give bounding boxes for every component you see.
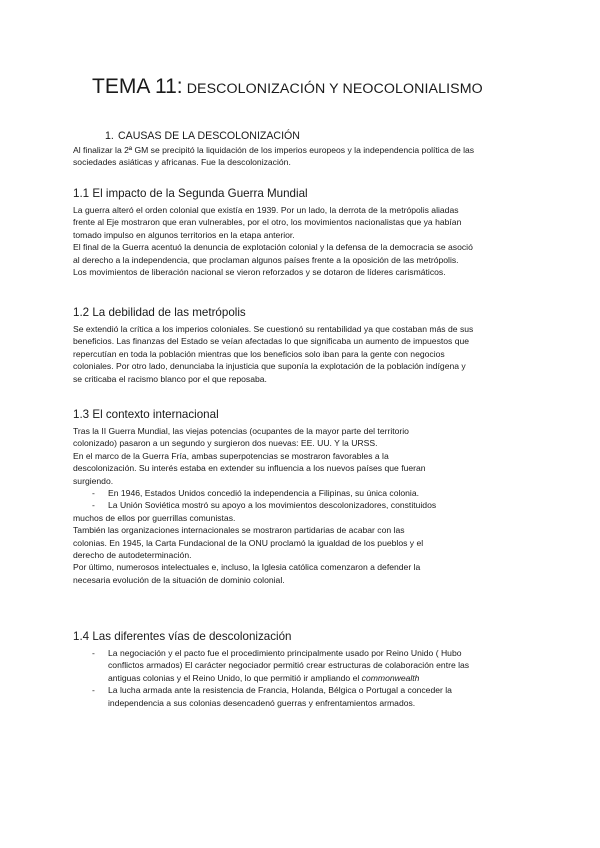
title-rest: DESCOLONIZACIÓN Y NEOCOLONIALISMO — [182, 81, 483, 97]
paragraph-line: muchos de ellos por guerrillas comunistas. — [73, 512, 236, 523]
bullet-text: La lucha armada ante la resistencia de Francia, Holanda, Bélgica o Portugal a conceder la — [108, 685, 452, 696]
paragraph-line: al derecho a la independencia, que proclaman algunos países frente a la oposición de las metrópolis. — [73, 254, 459, 265]
section-1-3 — [73, 407, 533, 586]
bullet-text: En 1946, Estados Unidos concedió la independencia a Filipinas, su única colonia. — [108, 488, 420, 499]
paragraph-line: colonizado) pasaron a un segundo y surgieron dos nuevas: EE. UU. Y la URSS. — [73, 438, 378, 449]
page-title — [92, 74, 552, 102]
bullet-text — [108, 672, 533, 684]
bullet-dash: - — [92, 685, 95, 696]
bullet-dash: - — [92, 500, 95, 511]
list-item — [73, 487, 533, 499]
paragraph-line: se criticaba el racismo blanco por el que reposaba. — [73, 373, 267, 384]
bullet-dash: - — [92, 488, 95, 499]
paragraph-line: descolonización. Su interés estaba en extender su influencia a los nuevos países que fueran — [73, 463, 426, 474]
paragraph-line: beneficios. Las finanzas del Estado se veían afectadas lo que significaba un aumento de impuestos que — [73, 336, 470, 347]
paragraph-line: sociedades asiáticas y africanas. Fue la descolonización. — [73, 157, 291, 168]
section-1-2 — [73, 305, 533, 385]
section-1-heading — [105, 129, 300, 143]
paragraph-line: La guerra alteró el orden colonial que existía en 1939. Por un lado, la derrota de la metrópolis aliadas — [73, 205, 459, 215]
paragraph-line: necesaria evolución de la situación de dominio colonial. — [73, 574, 285, 585]
paragraph-line: Se extendió la crítica a los imperios coloniales. Se cuestionó su rentabilidad ya que costaban más de sus — [73, 324, 474, 334]
section-1-1 — [73, 186, 533, 278]
paragraph-line: En el marco de la Guerra Fría, ambas superpotencias se mostraron favorables a la — [73, 450, 389, 461]
paragraph-line: También las organizaciones internacionales se mostraron partidarias de acabar con las — [73, 525, 405, 536]
paragraph-line: coloniales. Por otro lado, denunciaba la injusticia que suponía la explotación de la población indígena y — [73, 361, 466, 372]
paragraph-line: El final de la Guerra acentuó la denuncia de explotación colonial y la defensa de la democracia se asoció — [73, 242, 473, 253]
paragraph-line: derecho de autodeterminación. — [73, 550, 192, 561]
section-1-2-heading: 1.2 La debilidad de las metrópolis — [73, 306, 246, 319]
section-1-title: CAUSAS DE LA DESCOLONIZACIÓN — [118, 130, 300, 142]
section-1-1-heading: 1.1 El impacto de la Segunda Guerra Mundial — [73, 187, 308, 200]
paragraph-line: Tras la II Guerra Mundial, las viejas potencias (ocupantes de la mayor parte del territorio — [73, 426, 409, 436]
bullet-text: La negociación y el pacto fue el procedimiento principalmente usado por Reino Unido ( Hubo — [108, 648, 462, 658]
paragraph-line: Los movimientos de liberación nacional se vieron reforzados y se dotaron de líderes carismáticos. — [73, 267, 446, 278]
section-1-body — [73, 144, 533, 169]
paragraph-line: frente al Eje mostraron que eran vulnerables, por el otro, los movimientos nacionalistas que ya habían — [73, 217, 462, 228]
paragraph-line: tomado impulso en algunos territorios en la etapa anterior. — [73, 229, 295, 240]
list-item — [73, 499, 533, 511]
bullet-text-plain: antiguas colonias y el Reino Unido, lo que permitió ir ampliando el — [108, 672, 362, 683]
paragraph-line: repercutían en toda la población mientras que los beneficios solo iban para la gente con negocios — [73, 348, 445, 359]
bullet-dash: - — [92, 648, 95, 658]
title-lead: TEMA 11: — [92, 75, 183, 98]
section-1-3-heading: 1.3 El contexto internacional — [73, 408, 219, 421]
section-1-number: 1. — [105, 130, 114, 142]
paragraph-line: Por último, numerosos intelectuales e, incluso, la Iglesia católica comenzaron a defender la — [73, 562, 421, 573]
bullet-text: La Unión Soviética mostró su apoyo a los movimientos descolonizadores, constituidos — [108, 500, 437, 511]
commonwealth-term: commonwealth — [361, 672, 420, 683]
section-1-4 — [73, 629, 533, 709]
paragraph-line: colonias. En 1945, la Carta Fundacional de la ONU proclamó la igualdad de los pueblos y el — [73, 537, 424, 548]
list-item — [73, 647, 533, 684]
section-1-4-heading: 1.4 Las diferentes vías de descolonización — [73, 630, 292, 643]
list-item — [73, 684, 533, 709]
paragraph-line: Al finalizar la 2ª GM se precipitó la liquidación de los imperios europeos y la independencia política de las — [73, 145, 475, 155]
paragraph-line: surgiendo. — [73, 475, 114, 486]
bullet-text: independencia a sus colonias desencadenó guerras y enfrentamientos armados. — [108, 697, 416, 708]
bullet-text: conflictos armados) El carácter negociador permitió crear estructuras de colaboración entre las — [108, 660, 470, 671]
